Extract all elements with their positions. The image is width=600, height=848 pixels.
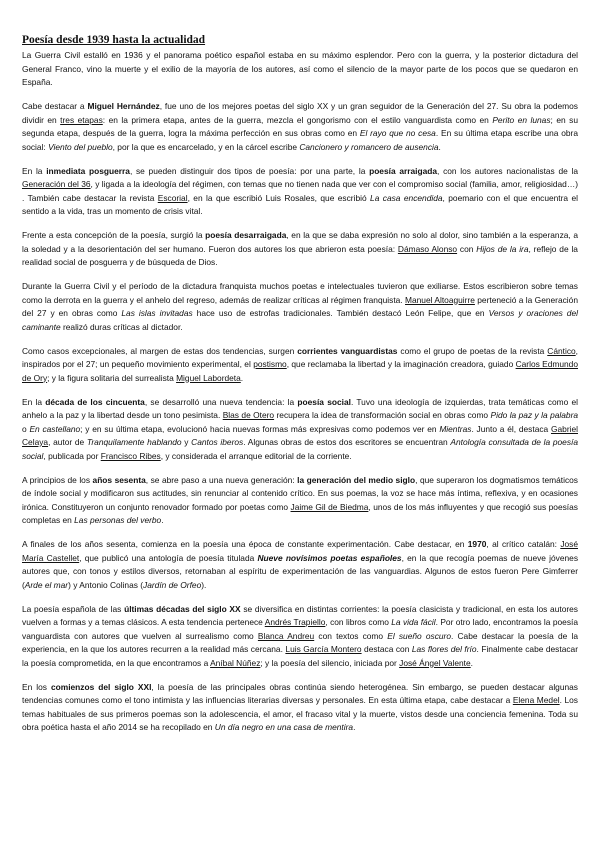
text-run: . Tuvo una ideología de izquierdas, trata temáticas como el anhelo a la paz y la libertad desde un tono pesimista. [22, 396, 578, 420]
italic-title: Pido la paz y la palabra [490, 410, 579, 420]
text-run: hace uso de estrofas tradicionales. También destacó León Felipe, que en [192, 308, 489, 318]
paragraph [22, 345, 578, 386]
text-run: , que reclamaba la libertad y la imaginación creadora, guiado [286, 359, 516, 369]
italic-title: Hijos de la ira [476, 243, 529, 254]
text-run: Cabe destacar a [22, 101, 88, 111]
text-run: A finales de los años sesenta, comienza en la poesía una época de constante experimentación. Cabe destacar, en [22, 539, 468, 549]
underlined-term: Blanca Andreu [257, 630, 315, 641]
text-run: , se abre paso a una nueva generación: [145, 474, 298, 485]
text-run: . [470, 657, 473, 668]
underlined-term: Gabriel Celaya [22, 423, 578, 447]
paragraph [22, 538, 578, 592]
text-run: ; y la poesía del silencio, iniciada por [260, 657, 400, 668]
text-run: , se pueden distinguir dos tipos de poesía: por una parte, la [129, 165, 370, 176]
text-run: , y considerada el arranque editorial de la corriente. [160, 450, 352, 461]
paragraph [22, 49, 578, 90]
text-run: . [240, 372, 244, 383]
bold-term: comienzos del siglo XXI [50, 681, 152, 692]
underlined-term: Andrés Trapiello [264, 617, 326, 627]
underlined-term: tres etapas [60, 114, 103, 125]
text-run: o [22, 423, 30, 434]
text-run: realizó duras críticas al dictador. [60, 321, 183, 332]
bold-term: poesía desarraigada [205, 230, 287, 240]
text-run: . [438, 141, 441, 152]
bold-term: últimas décadas del siglo XX [124, 603, 241, 614]
underlined-term: Aníbal Núñez [210, 657, 261, 668]
text-run: Durante la Guerra Civil y el período de la dictadura franquista muchos poetas e intelectuales tuvieron que exiliarse. Estos escribieron sobre temas como la derrota en la guerra y el anhelo del regreso, además de realizar críticas al régimen franquista. [22, 281, 578, 305]
italic-title: Arde el mar [24, 579, 69, 590]
bold-term: años sesenta [92, 474, 146, 485]
text-run: , se desarrolló una nueva tendencia: la [144, 396, 298, 407]
italic-title: Perito en lunas [492, 114, 551, 125]
text-run: destaca con [361, 644, 412, 654]
italic-title: Las flores del frío [411, 644, 477, 654]
underlined-term: José Ángel Valente [399, 657, 471, 668]
text-run: , poemario con el que encuentra el sentido a la vida, tras un momento de crisis vital. [22, 192, 579, 216]
paragraph [22, 681, 578, 735]
paragraph [22, 229, 578, 270]
underlined-term: Manuel Altoaguirre [405, 294, 475, 305]
text-run: , inspirados por el 27; un pequeño movimiento experimental, el [22, 345, 578, 369]
italic-title: Cantos iberos [191, 437, 244, 447]
document-title: Poesía desde 1939 hasta la actualidad [22, 34, 206, 46]
text-run: , reflejo de la realidad social de posguerra y de búsqueda de Dios. [22, 243, 578, 267]
text-run: con [457, 243, 477, 254]
italic-title: Las personas del verbo [74, 515, 162, 525]
text-run: , unos de los más influyentes y que recogió sus poesías completas en [22, 501, 578, 525]
text-run: se diversifica en distintas corrientes: la poesía clasicista y tradicional, en esta los autores vuelven a formas y a temas clásicos. A esta tendencia pertenece [22, 603, 578, 627]
bold-term: poesía social [297, 396, 351, 407]
italic-title: El rayo que no cesa [359, 128, 436, 138]
bold-term: la generación del medio siglo [297, 474, 416, 485]
text-run: La Guerra Civil estalló en 1936 y el panorama poético español estaba en su máximo esplendor. Pero con la guerra, y la posterior dictadura del General Franco, vino la muerte y el exilio de la mayoría de los autores, así como el silencio de la mayor parte de los pocos que se quedaron en España. [22, 50, 578, 87]
bold-term: corrientes vanguardistas [297, 345, 398, 356]
underlined-term: Miguel Labordeta [176, 372, 241, 383]
italic-title: Tranquilamente hablando [86, 437, 182, 447]
italic-title: Cancionero y romancero de ausencia [299, 141, 439, 152]
text-run: , publicada por [43, 450, 101, 461]
text-run: En la [22, 396, 46, 407]
italic-title: Mientras [439, 423, 472, 434]
text-run: , con libros como [325, 617, 392, 627]
bold-term: poesía arraigada [369, 165, 438, 176]
text-run: ; y en su última etapa, evolucionó hacia nuevas formas más expresivas como podemos ver en [80, 423, 440, 434]
italic-title: Antología consultada de la poesía social [22, 437, 578, 461]
underlined-term: Jaime Gil de Biedma [290, 501, 369, 512]
paragraph [22, 474, 578, 528]
bold-term: 1970 [467, 539, 487, 549]
text-run: La poesía española de las [22, 603, 125, 614]
bold-term: década de los cincuenta [45, 396, 145, 407]
italic-title: En castellano [29, 423, 81, 434]
paragraph [22, 165, 578, 219]
underlined-term: Blas de Otero [222, 410, 275, 420]
italic-title: Jardín de Orfeo [143, 579, 202, 590]
text-run: con textos como [314, 630, 388, 641]
underlined-term: Cántico [547, 345, 576, 356]
text-run: , con los autores nacionalistas de la [437, 165, 578, 176]
text-run: ) y Antonio Colinas ( [68, 579, 144, 590]
text-run: En los [22, 681, 51, 692]
paragraph [22, 280, 578, 334]
text-run: Como casos excepcionales, al margen de estas dos tendencias, surgen [22, 345, 298, 356]
text-run: , en la que recogía poemas de nueve jóvenes autores que, con tonos y estilos diversos, retornaban al espíritu de experimentación de las vanguardias. Algunos de estos fueron Pere Gimferrer ( [22, 552, 579, 590]
text-run: Frente a esta concepción de la poesía, surgió la [22, 230, 206, 240]
text-run: A principios de los [22, 474, 93, 485]
italic-title: Las islas invitadas [121, 308, 193, 318]
italic-title: La vida fácil [391, 617, 436, 627]
text-run: . [353, 722, 356, 732]
text-run: . Algunas obras de estos dos escritores se encuentran [243, 437, 451, 447]
paragraph [22, 603, 578, 671]
underlined-term: Escorial [157, 192, 188, 203]
underlined-term: Luis García Montero [285, 644, 362, 654]
paragraph [22, 100, 578, 154]
text-run: : en la primera etapa, antes de la guerra, mezcla el gongorismo con el estilo vanguardista como en [102, 114, 493, 125]
text-run: recupera la idea de transformación social en obras como [274, 410, 491, 420]
italic-title: La casa encendida [370, 192, 443, 203]
underlined-term: Francisco Ribes [100, 450, 161, 461]
italic-title: Un día negro en una casa de mentira [214, 722, 354, 732]
text-run: , en la que escribió Luis Rosales, que escribió [187, 192, 371, 203]
text-run: . Por otro lado, encontramos la poesía vanguardista con autores que vuelven al surrealismo como [22, 617, 578, 641]
text-run: . Cabe destacar la poesía de la experiencia, en la que los autores recurren a la realidad más cercana. [22, 630, 578, 654]
paragraph [22, 396, 578, 464]
text-run: . Los temas habituales de sus primeros poemas son la adolescencia, el amor, el fracaso vital y la muerte, vistos desde una conciencia femenina. Toda su obra poética hasta el año 2014 se ha recopilado en [22, 695, 578, 732]
text-run: , la poesía de las principales obras continúa siendo heterogénea. Sin embargo, se pueden destacar algunas tendencias comunes como el tono intimista y las influencias literarias diversas y personales. En esta última etapa, cabe destacar a [22, 681, 578, 705]
underlined-term: postismo [253, 359, 287, 369]
text-run: ). [201, 579, 207, 590]
text-run: , autor de [48, 437, 87, 447]
document-body [22, 49, 578, 735]
text-run: y [181, 437, 192, 447]
underlined-term: Carlos Edmundo de Ory [22, 359, 579, 383]
text-run: perteneció a la Generación del 27 y en obras como [22, 294, 578, 318]
text-run: . [161, 515, 164, 525]
text-run: , al crítico catalán: [486, 539, 561, 549]
italic-title: El sueño oscuro [387, 630, 451, 641]
text-run: , y ligada a la ideología del régimen, con temas que no tienen nada que ver con el compromiso social (familia, amor, religiosidad…) . También cabe destacar la revista [22, 179, 578, 203]
text-run: En la [22, 165, 47, 176]
bold-term: Miguel Hernández [87, 101, 160, 111]
text-run: ; en su segunda etapa, después de la guerra, logra la máxima perfección en sus obras como en [22, 114, 578, 138]
underlined-term: José María Castellet [22, 539, 579, 563]
text-run: , que superaron los dogmatismos temáticos de índole social y modificaron sus actitudes, sin renunciar al contenido crítico. En sus poemas, la voz se hace más íntima, reflexiva, y en ocasiones irónica. Constituyeron un conjunto renovador formado por poetas como [22, 474, 578, 512]
text-run: , que publicó una antología de poesía titulada [79, 552, 258, 563]
italic-title: Viento del pueblo [48, 141, 113, 152]
text-run: , en la que se daba expresión no solo al dolor, sino también a la esperanza, a la soledad y a la desorientación del ser humano. Fueron dos autores los que abrieron esta poesía: [22, 230, 578, 254]
text-run: . Finalmente cabe destacar la poesía comprometida, en la que encontramos a [22, 644, 578, 668]
text-run: ; y la figura solitaria del surrealista [47, 372, 177, 383]
text-run: como el grupo de poetas de la revista [397, 345, 548, 356]
underlined-term: Generación del 36 [22, 179, 91, 189]
underlined-term: Elena Medel [512, 695, 560, 705]
bold-term: Nueve novísimos poetas españoles [257, 552, 402, 563]
italic-title: Versos y oraciones del caminante [22, 308, 578, 332]
text-run: , fue uno de los mejores poetas del siglo XX y un gran seguidor de la Generación del 27. Su obra la podemos dividir en [22, 101, 578, 125]
bold-term: inmediata posguerra [46, 165, 130, 176]
text-run: , por la que es encarcelado, y en la cárcel escribe [112, 141, 300, 152]
text-run: . En su última etapa escribe una obra social: [22, 128, 578, 152]
text-run: . Junto a él, destaca [471, 423, 551, 434]
underlined-term: Dámaso Alonso [397, 243, 458, 254]
